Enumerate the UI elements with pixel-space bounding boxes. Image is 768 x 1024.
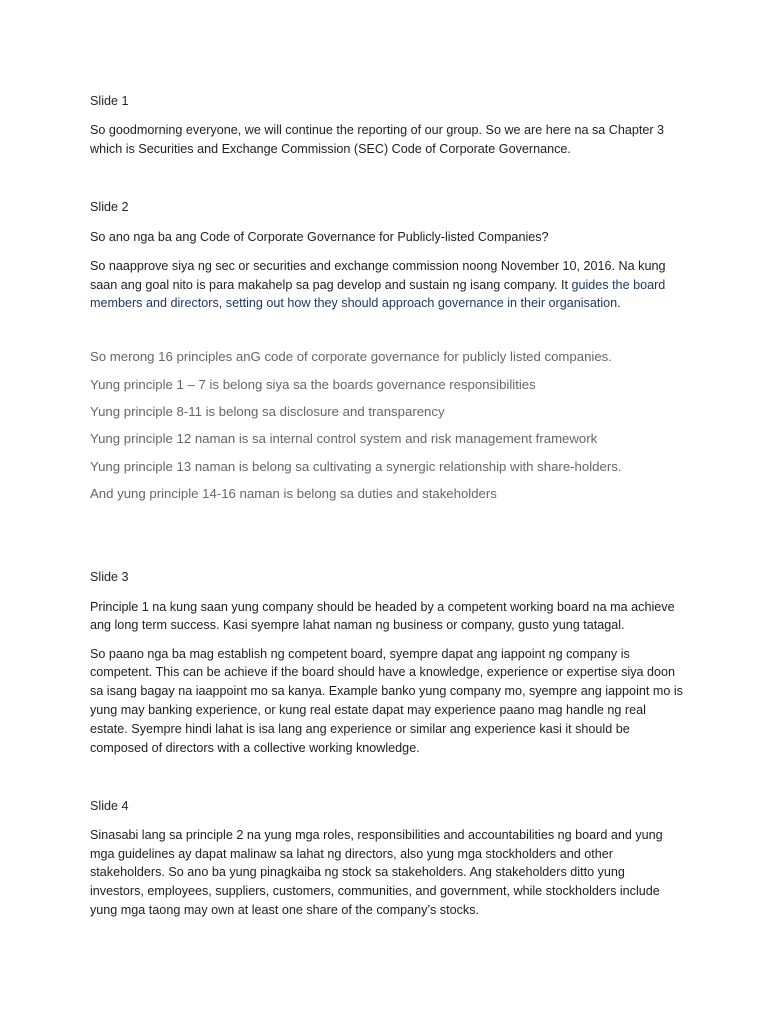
slide-4-line: yung mga taong may own at least one share of the company’s stocks. bbox=[90, 903, 479, 917]
slide-2-question: So ano nga ba ang Code of Corporate Governance for Publicly-listed Companies? bbox=[90, 230, 549, 244]
slide-1-line-1: So goodmorning everyone, we will continue the reporting of our group. So we are here na sa Chapter 3 bbox=[90, 123, 665, 137]
slide-3-heading: Slide 3 bbox=[90, 570, 129, 584]
slide-4-line: mga guidelines ay dapat malinaw sa lahat ng directors, also yung mga stockholders and other bbox=[90, 847, 613, 861]
slide-1-line-2: which is Securities and Exchange Commission (SEC) Code of Corporate Governance. bbox=[90, 142, 571, 156]
principle-group-line: Yung principle 1 – 7 is belong siya sa the boards governance responsibilities bbox=[90, 377, 536, 392]
slide-2-para-line-3 bbox=[90, 294, 621, 313]
slide-2-heading: Slide 2 bbox=[90, 200, 129, 214]
slide-2-para-line-2-plain: saan ang goal nito is para makahelp sa pag develop and sustain ng isang company. It bbox=[90, 278, 572, 292]
slide-3-para-2-line: So paano nga ba mag establish ng competent board, syempre dapat ang iappoint ng company is bbox=[90, 647, 630, 661]
principle-group-line: Yung principle 13 naman is belong sa cultivating a synergic relationship with share-holders. bbox=[90, 459, 622, 474]
slide-4-line: stakeholders. So ano ba yung pinagkaiba ng stock sa stakeholders. Ang stakeholders ditto yung bbox=[90, 865, 625, 879]
slide-2-para-line-3-end: . bbox=[617, 296, 621, 310]
slide-3-para-2-line: yung may banking experience, or kung real estate dapat may experience paano mag handle ng real bbox=[90, 703, 646, 717]
slide-4-line: Sinasabi lang sa principle 2 na yung mga roles, responsibilities and accountabilities ng board and yung bbox=[90, 828, 663, 842]
slide-2-para-line-2-accent: guides the board bbox=[571, 278, 666, 292]
principle-group-line: Yung principle 8-11 is belong sa disclosure and transparency bbox=[90, 404, 445, 419]
slide-3-para-1-line: Principle 1 na kung saan yung company should be headed by a competent working board na ma achieve bbox=[90, 600, 675, 614]
principle-group-line: Yung principle 12 naman is sa internal control system and risk management framework bbox=[90, 431, 598, 446]
slide-3-para-2-line: competent. This can be achieve if the board should have a knowledge, experience or expertise siya doon bbox=[90, 665, 676, 679]
slide-2-para-line-3-accent: members and directors, setting out how they should approach governance in their organisation bbox=[90, 296, 618, 310]
slide-2-para-line-1: So naapprove siya ng sec or securities and exchange commission noong November 10, 2016. Na kung bbox=[90, 259, 666, 273]
slide-2-para-line-2 bbox=[90, 276, 665, 295]
principle-group-line: And yung principle 14-16 naman is belong sa duties and stakeholders bbox=[90, 486, 497, 501]
slide-3-para-2-line: estate. Syempre hindi lahat is isa lang ang experience or similar ang experience kasi it should be bbox=[90, 722, 630, 736]
slide-3-para-2-line: composed of directors with a collective working knowledge. bbox=[90, 741, 420, 755]
slide-3-para-1-line: ang long term success. Kasi syempre lahat naman ng business or company, gusto yung tatagal. bbox=[90, 618, 625, 632]
principle-summary-line: So merong 16 principles anG code of corporate governance for publicly listed companies. bbox=[90, 349, 612, 364]
slide-1-heading: Slide 1 bbox=[90, 94, 129, 108]
slide-4-line: investors, employees, suppliers, customers, communities, and government, while stockholders include bbox=[90, 884, 660, 898]
slide-3-para-2-line: sa isang bagay na iaappoint mo sa kanya. Example banko yung company mo, syempre ang iappoint mo is bbox=[90, 684, 683, 698]
slide-4-heading: Slide 4 bbox=[90, 799, 129, 813]
